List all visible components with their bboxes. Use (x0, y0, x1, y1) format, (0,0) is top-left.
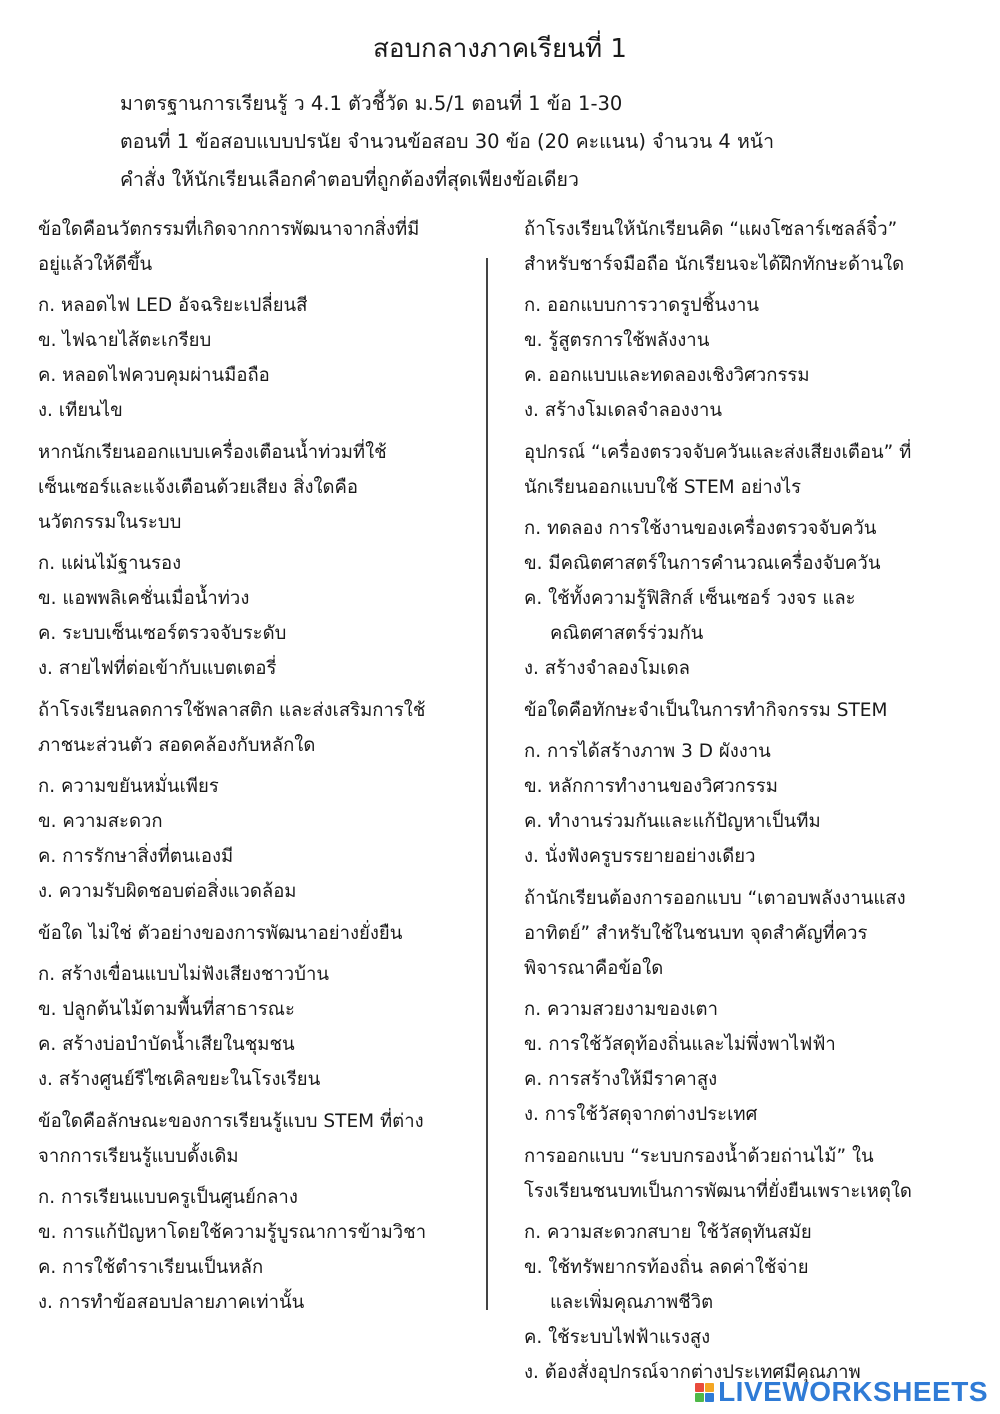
question-text (524, 881, 974, 986)
question-text (38, 916, 468, 951)
option-text: คณิตศาสตร์ร่วมกัน (550, 623, 704, 644)
question-line: ถ้าโรงเรียนลดการใช้พลาสติก และส่งเสริมการใช้ (38, 700, 426, 721)
question-line: ถ้าโรงเรียนให้นักเรียนคิด “แผงโซลาร์เซลล์จิ๋ว” (524, 219, 898, 240)
question-line: อาทิตย์” สำหรับใช้ในชนบท จุดสำคัญที่ควร (524, 923, 868, 944)
answer-option[interactable] (524, 1320, 974, 1355)
option-text: ค. การสร้างให้มีราคาสูง (524, 1069, 718, 1090)
question-block (38, 212, 468, 428)
question-block (38, 916, 468, 1097)
question-block (524, 693, 974, 874)
option-text: ง. นั่งฟังครูบรรยายอย่างเดียว (524, 846, 756, 867)
option-text: ง. สายไฟที่ต่อเข้ากับแบตเตอรี่ (38, 658, 277, 679)
right-question-column (524, 212, 974, 1390)
question-line: ภาชนะส่วนตัว สอดคล้องกับหลักใด (38, 735, 316, 756)
answer-option[interactable] (524, 1062, 974, 1097)
question-line: อยู่แล้วให้ดีขึ้น (38, 254, 153, 275)
option-text: ก. ออกแบบการวาดรูปชิ้นงาน (524, 295, 760, 316)
answer-option[interactable] (38, 581, 468, 616)
answer-option[interactable] (524, 288, 974, 323)
option-text: ง. สร้างจำลองโมเดล (524, 658, 690, 679)
question-text (524, 212, 974, 282)
question-line: อุปกรณ์ “เครื่องตรวจจับควันและส่งเสียงเตือน” ที่ (524, 442, 912, 463)
question-line: นวัตกรรมในระบบ (38, 512, 182, 533)
answer-option[interactable] (38, 358, 468, 393)
option-text: และเพิ่มคุณภาพชีวิต (550, 1292, 714, 1313)
option-text: ข. หลักการทำงานของวิศวกรรม (524, 776, 778, 797)
option-text: ก. แผ่นไม้ฐานรอง (38, 553, 182, 574)
answer-option[interactable] (38, 1027, 468, 1062)
question-text (38, 693, 468, 763)
answer-option[interactable] (38, 1215, 468, 1250)
answer-option[interactable] (524, 546, 974, 581)
answer-option[interactable] (524, 734, 974, 769)
answer-option[interactable] (38, 957, 468, 992)
option-text: ก. ความสวยงามของเตา (524, 999, 718, 1020)
answer-option[interactable] (524, 358, 974, 393)
answer-option[interactable] (524, 992, 974, 1027)
option-text: ค. ออกแบบและทดลองเชิงวิศวกรรม (524, 365, 810, 386)
answer-option[interactable] (524, 1027, 974, 1062)
option-text: ข. ใช้ทรัพยากรท้องถิ่น ลดค่าใช้จ่าย (524, 1257, 809, 1278)
question-line: สำหรับชาร์จมือถือ นักเรียนจะได้ฝึกทักษะด้านใด (524, 254, 905, 275)
question-line: ถ้านักเรียนต้องการออกแบบ “เตาอบพลังงานแสง (524, 888, 906, 909)
option-text: ค. การรักษาสิ่งที่ตนเองมี (38, 846, 234, 867)
option-text: ค. หลอดไฟควบคุมผ่านมือถือ (38, 365, 270, 386)
question-block (38, 1104, 468, 1320)
answer-option[interactable] (524, 1215, 974, 1250)
answer-option[interactable] (38, 804, 468, 839)
option-text: ง. สร้างโมเดลจำลองงาน (524, 400, 723, 421)
answer-option[interactable] (38, 874, 468, 909)
question-block (38, 435, 468, 686)
instruction: คำสั่ง ให้นักเรียนเลือกคำตอบที่ถูกต้องที่สุดเพียงข้อเดียว (120, 168, 579, 191)
option-text: ข. มีคณิตศาสตร์ในการคำนวณเครื่องจับควัน (524, 553, 881, 574)
option-text: ค. ใช้ทั้งความรู้ฟิสิกส์ เซ็นเซอร์ วงจร และ (524, 588, 856, 609)
question-line: ข้อใดคือลักษณะของการเรียนรู้แบบ STEM ที่ต่าง (38, 1111, 424, 1132)
question-block (38, 693, 468, 909)
answer-option[interactable] (38, 393, 468, 428)
answer-option[interactable] (524, 323, 974, 358)
answer-option[interactable] (524, 769, 974, 804)
answer-option[interactable] (524, 651, 974, 686)
column-divider (486, 258, 488, 1310)
option-text: ก. ความสะดวกสบาย ใช้วัสดุทันสมัย (524, 1222, 812, 1243)
option-text: ข. การใช้วัสดุท้องถิ่นและไม่พึ่งพาไฟฟ้า (524, 1034, 836, 1055)
option-text: ง. ต้องสั่งอุปกรณ์จากต่างประเทศมีคุณภาพ (524, 1362, 861, 1383)
question-text (524, 693, 974, 728)
liveworksheets-logo (695, 1376, 988, 1408)
answer-option[interactable] (38, 616, 468, 651)
option-text: ง. ความรับผิดชอบต่อสิ่งแวดล้อม (38, 881, 297, 902)
option-text: ง. การใช้วัสดุจากต่างประเทศ (524, 1104, 758, 1125)
answer-option[interactable] (38, 1062, 468, 1097)
question-line: ข้อใดคือนวัตกรรมที่เกิดจากการพัฒนาจากสิ่งที่มี (38, 219, 420, 240)
answer-option[interactable] (524, 839, 974, 874)
question-line: การออกแบบ “ระบบกรองน้ำด้วยถ่านไม้” ใน (524, 1146, 874, 1167)
answer-option[interactable] (524, 804, 974, 839)
question-text (524, 435, 974, 505)
option-text: ก. หลอดไฟ LED อัจฉริยะเปลี่ยนสี (38, 295, 308, 316)
answer-option[interactable] (38, 769, 468, 804)
question-block (524, 1139, 974, 1390)
option-text: ค. ทำงานร่วมกันและแก้ปัญหาเป็นทีม (524, 811, 821, 832)
answer-option[interactable] (38, 546, 468, 581)
option-text: ก. การเรียนแบบครูเป็นศูนย์กลาง (38, 1187, 298, 1208)
answer-option[interactable] (38, 1250, 468, 1285)
option-text: ข. การแก้ปัญหาโดยใช้ความรู้บูรณาการข้ามวิชา (38, 1222, 427, 1243)
left-question-column (38, 212, 468, 1320)
question-text (524, 1139, 974, 1209)
part-info: ตอนที่ 1 ข้อสอบแบบปรนัย จำนวนข้อสอบ 30 ข้อ (20 คะแนน) จำนวน 4 หน้า (120, 130, 775, 153)
question-line: โรงเรียนชนบทเป็นการพัฒนาที่ยั่งยืนเพราะเหตุใด (524, 1181, 912, 1202)
question-line: เซ็นเซอร์และแจ้งเตือนด้วยเสียง สิ่งใดคือ (38, 477, 359, 498)
answer-option[interactable] (524, 1250, 974, 1320)
option-text: ค. สร้างบ่อบำบัดน้ำเสียในชุมชน (38, 1034, 295, 1055)
question-line: ข้อใดคือทักษะจำเป็นในการทำกิจกรรม STEM (524, 700, 888, 721)
option-text: ข. ไฟฉายไส้ตะเกรียบ (38, 330, 212, 351)
option-text: ง. สร้างศูนย์รีไซเคิลขยะในโรงเรียน (38, 1069, 321, 1090)
answer-option[interactable] (38, 288, 468, 323)
option-text: ก. การได้สร้างภาพ 3 D ผังงาน (524, 741, 771, 762)
option-text: ข. รู้สูตรการใช้พลังงาน (524, 330, 710, 351)
answer-option[interactable] (38, 323, 468, 358)
option-text: ค. ใช้ระบบไฟฟ้าแรงสูง (524, 1327, 711, 1348)
question-line: ข้อใด ไม่ใช่ ตัวอย่างของการพัฒนาอย่างยั่งยืน (38, 923, 403, 944)
answer-option[interactable] (38, 992, 468, 1027)
question-block (524, 212, 974, 428)
option-text: ง. เทียนไข (38, 400, 123, 421)
liveworksheets-logo-icon (695, 1383, 714, 1402)
learning-standard: มาตรฐานการเรียนรู้ ว 4.1 ตัวชี้วัด ม.5/1 ตอนที่ 1 ข้อ 1-30 (120, 92, 623, 115)
answer-option[interactable] (524, 581, 974, 651)
question-line: จากการเรียนรู้แบบดั้งเดิม (38, 1146, 239, 1167)
question-block (524, 435, 974, 686)
question-line: หากนักเรียนออกแบบเครื่องเตือนน้ำท่วมที่ใช้ (38, 442, 387, 463)
exam-title: สอบกลางภาคเรียนที่ 1 (373, 34, 627, 64)
option-text: ก. สร้างเขื่อนแบบไม่ฟังเสียงชาวบ้าน (38, 964, 329, 985)
answer-option[interactable] (38, 839, 468, 874)
question-text (38, 212, 468, 282)
answer-option[interactable] (524, 511, 974, 546)
answer-option[interactable] (524, 393, 974, 428)
question-text (38, 1104, 468, 1174)
answer-option[interactable] (38, 651, 468, 686)
option-text: ก. ความขยันหมั่นเพียร (38, 776, 219, 797)
option-text: ข. ความสะดวก (38, 811, 163, 832)
option-text: ข. แอพพลิเคชั่นเมื่อน้ำท่วง (38, 588, 250, 609)
brand-name: LIVEWORKSHEETS (718, 1376, 988, 1407)
question-block (524, 881, 974, 1132)
option-text: ค. ระบบเซ็นเซอร์ตรวจจับระดับ (38, 623, 287, 644)
question-line: พิจารณาคือข้อใด (524, 958, 664, 979)
option-text: ค. การใช้ตำราเรียนเป็นหลัก (38, 1257, 264, 1278)
answer-option[interactable] (38, 1285, 468, 1320)
question-text (38, 435, 468, 540)
question-line: นักเรียนออกแบบใช้ STEM อย่างไร (524, 477, 802, 498)
option-text: ก. ทดลอง การใช้งานของเครื่องตรวจจับควัน (524, 518, 877, 539)
option-text: ข. ปลูกต้นไม้ตามพื้นที่สาธารณะ (38, 999, 295, 1020)
answer-option[interactable] (524, 1097, 974, 1132)
answer-option[interactable] (38, 1180, 468, 1215)
option-text: ง. การทำข้อสอบปลายภาคเท่านั้น (38, 1292, 305, 1313)
